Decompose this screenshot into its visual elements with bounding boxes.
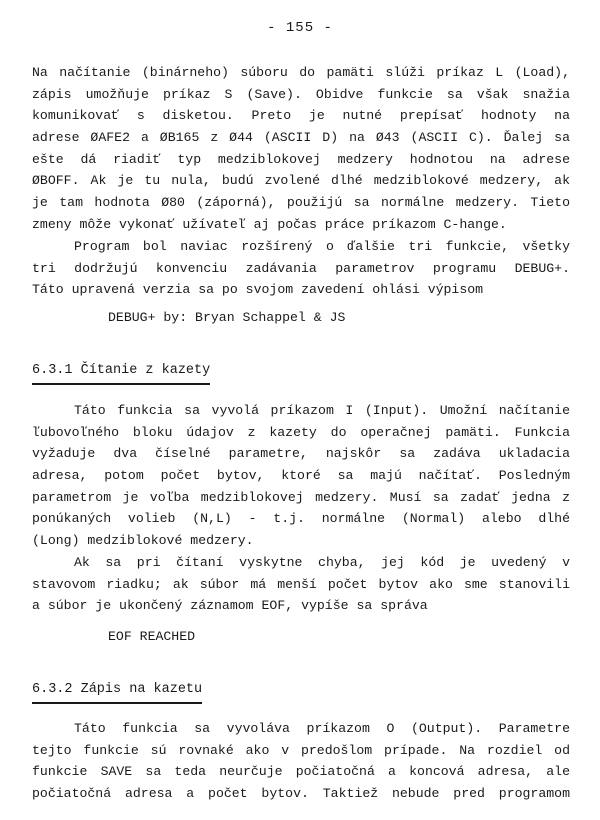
text-line: stavovom riadku; ak súbor má menší počet bytov ako sme stanovili xyxy=(32,576,570,592)
section-heading-text: 6.3.2 Zápis na kazetu xyxy=(32,682,203,697)
section-6-3-1-paragraph-1 xyxy=(32,400,570,552)
text-line: zápis umožňuje príkaz S (Save). Obidve funkcie sa však snažia xyxy=(32,86,570,102)
text-line: Na načítanie (binárneho) súboru do pamäti slúži príkaz L (Load), xyxy=(32,65,570,80)
text-line: parametrom je voľba medziblokovej medzery. Musí sa zadať jedna z xyxy=(32,489,570,505)
text-line: ØBOFF. Ak je tu nula, budú zvolené dlhé medziblokové medzery, ak xyxy=(32,173,570,189)
text-line: adrese ØAFE2 a ØB165 z Ø44 (ASCII D) na Ø43 (ASCII C). Ďalej sa xyxy=(32,130,570,146)
text-line: počiatočná adresa a počet bytov. Taktiež nebude pred programom xyxy=(32,786,570,802)
text-line: ešte dá riadiť typ medziblokovej medzery hodnotou na adrese xyxy=(32,151,570,167)
text-line: adresa, potom počet bytov, ktoré sa majú načítať. Posledným xyxy=(32,468,570,484)
text-line: Táto funkcia sa vyvolá príkazom I (Input). Umožní načítanie xyxy=(74,403,570,418)
text-line: (Long) medziblokové medzery. xyxy=(32,533,254,549)
program-paragraph xyxy=(32,236,570,301)
text-line: funkcie SAVE sa teda neurčuje počiatočná a koncová adresa, ale xyxy=(32,764,570,780)
text-line: Ak sa pri čítaní vyskytne chyba, jej kód je uvedený v xyxy=(74,555,570,570)
text-line: Táto upravená verzia sa po svojom zavedení ohlási výpisom xyxy=(32,282,484,298)
text-line: zmeny môže vykonať užívateľ aj počas práce príkazom C-hange. xyxy=(32,216,507,232)
text-line: vyžaduje dva číselné parametre, najskôr sa zadáva ukladacia xyxy=(32,446,570,462)
text-line: tri dodržujú konvenciu zadávania parametrov programu DEBUG+. xyxy=(32,260,570,276)
debug-banner: DEBUG+ by: Bryan Schappel & JS xyxy=(108,310,346,325)
text-line: je tam hodnota Ø80 (záporná), použijú sa normálne medzery. Tieto xyxy=(32,195,570,211)
section-heading-6-3-2 xyxy=(32,679,202,701)
section-heading-6-3-1 xyxy=(32,360,210,382)
section-heading-text: 6.3.1 Čítanie z kazety xyxy=(32,363,211,378)
text-line: komunikovať s disketou. Preto je nutné prepísať hodnoty na xyxy=(32,108,570,124)
text-line: Program bol naviac rozšírený o ďalšie tri funkcie, všetky xyxy=(74,239,570,254)
page-number: - 155 - xyxy=(267,20,333,36)
heading-underline xyxy=(32,383,210,385)
text-line: ľubovoľného bloku údajov z kazety do operačnej pamäti. Funkcia xyxy=(32,424,570,440)
section-6-3-2-paragraph-1 xyxy=(32,718,570,805)
text-line: tejto funkcie sú rovnaké ako v predošlom prípade. Na rozdiel od xyxy=(32,742,570,758)
section-6-3-1-paragraph-2 xyxy=(32,552,570,617)
text-line: a súbor je ukončený záznamom EOF, vypíše sa správa xyxy=(32,598,428,614)
text-line: Táto funkcia sa vyvoláva príkazom O (Output). Parametre xyxy=(74,721,570,736)
text-line: ponúkaných volieb (N,L) - t.j. normálne (Normal) alebo dlhé xyxy=(32,511,570,527)
heading-underline xyxy=(32,702,202,704)
eof-message: EOF REACHED xyxy=(108,629,196,644)
intro-paragraph xyxy=(32,62,570,236)
